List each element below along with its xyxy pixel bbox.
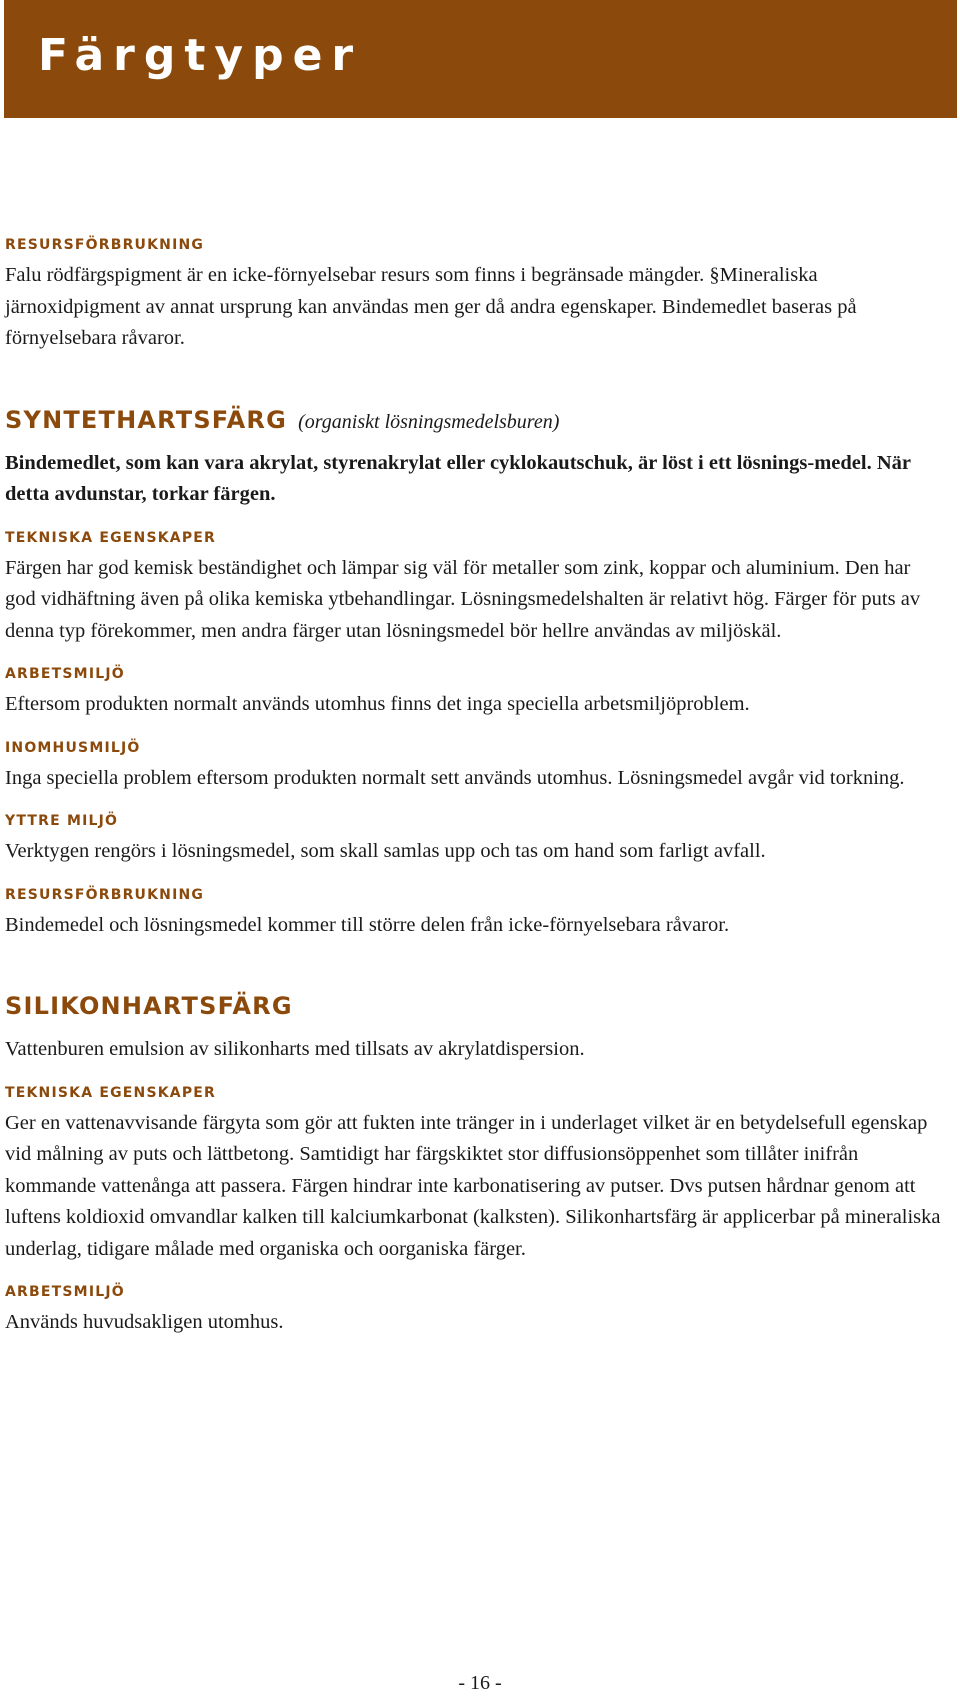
section-label-tekniska-egenskaper-2: TEKNISKA EGENSKAPER	[5, 1084, 217, 1101]
silikonharts-title: SILIKONHARTSFÄRG	[5, 992, 293, 1020]
syntetharts-section	[5, 403, 945, 942]
section-label-inomhusmiljo: INOMHUSMILJÖ	[5, 739, 141, 756]
page-number: - 16 -	[458, 1672, 502, 1694]
syntetharts-heading	[5, 403, 945, 440]
intro-paragraph: Falu rödfärgspigment är en icke-förnyelsebar resurs som finns i begränsade mängder. §Mineraliska järnoxidpigment av annat ursprung kan användas men ger då andra egenskaper. Bindemedlet baseras på förnyelsebara råvaror.	[5, 264, 857, 349]
document-body	[5, 236, 945, 1339]
section-label-tekniska-egenskaper: TEKNISKA EGENSKAPER	[5, 529, 217, 546]
syntetharts-arbetsmiljo-text: Eftersom produkten normalt används utomhus finns det inga speciella arbetsmiljöproblem.	[5, 693, 750, 715]
silikonharts-heading	[5, 989, 945, 1026]
page-title: Färgtyper	[38, 30, 363, 81]
silikonharts-arbetsmiljo-text: Används huvudsakligen utomhus.	[5, 1311, 284, 1333]
syntetharts-subtitle: (organiskt lösningsmedelsburen)	[298, 410, 560, 433]
silikonharts-section	[5, 989, 945, 1339]
syntetharts-yttre-text: Verktygen rengörs i lösningsmedel, som skall samlas upp och tas om hand som farligt avfall.	[5, 840, 766, 862]
silikonharts-tekniska-text: Ger en vattenavvisande färgyta som gör att fukten inte tränger in i underlaget vilket är en betydelsefull egenskap vid målning av puts och lättbetong. Samtidigt har färgskiktet stor diffusionsöppenhet som tillåter inifrån kommande vattenånga att passera. Färgen hindrar inte karbonatisering av putser. Dvs putsen hårdnar genom att luftens koldioxid omvandlar kalken till kalciumkarbonat (kalksten). Silikonhartsfärg är applicerbar på mineraliska underlag, tidigare målade med organiska och oorganiska färger.	[5, 1111, 941, 1260]
syntetharts-inomhus-text: Inga speciella problem eftersom produkten normalt sett används utomhus. Lösningsmedel avgår vid torkning.	[5, 766, 905, 789]
syntetharts-resurs-text: Bindemedel och lösningsmedel kommer till större delen från icke-förnyelsebara råvaror.	[5, 913, 730, 936]
section-label-arbetsmiljo-2: ARBETSMILJÖ	[5, 1284, 125, 1300]
silikonharts-intro: Vattenburen emulsion av silikonharts med tillsats av akrylatdispersion.	[5, 1038, 585, 1060]
section-label-yttre-miljo: YTTRE MILJÖ	[5, 813, 119, 829]
section-label-resursforbrukning-2: RESURSFÖRBRUKNING	[5, 886, 205, 903]
section-label-resursforbrukning: RESURSFÖRBRUKNING	[5, 237, 205, 253]
syntetharts-tekniska-text: Färgen har god kemisk beständighet och lämpar sig väl för metaller som zink, koppar och aluminium. Den har god vidhäftning även på olika kemiska ytbehandlingar. Lösningsmedelshalten är relativt hög. Färger för puts av denna typ förekommer, men andra färger utan lösningsmedel bör hellre användas av miljöskäl.	[5, 556, 921, 642]
section-label-arbetsmiljo: ARBETSMILJÖ	[5, 666, 125, 682]
intro-section	[5, 236, 945, 355]
syntetharts-title: SYNTETHARTSFÄRG	[5, 405, 287, 434]
header-banner	[4, 0, 957, 118]
syntetharts-intro: Bindemedlet, som kan vara akrylat, styrenakrylat eller cyklokautschuk, är löst i ett lösnings-medel. När detta avdunstar, torkar färgen.	[5, 451, 911, 505]
